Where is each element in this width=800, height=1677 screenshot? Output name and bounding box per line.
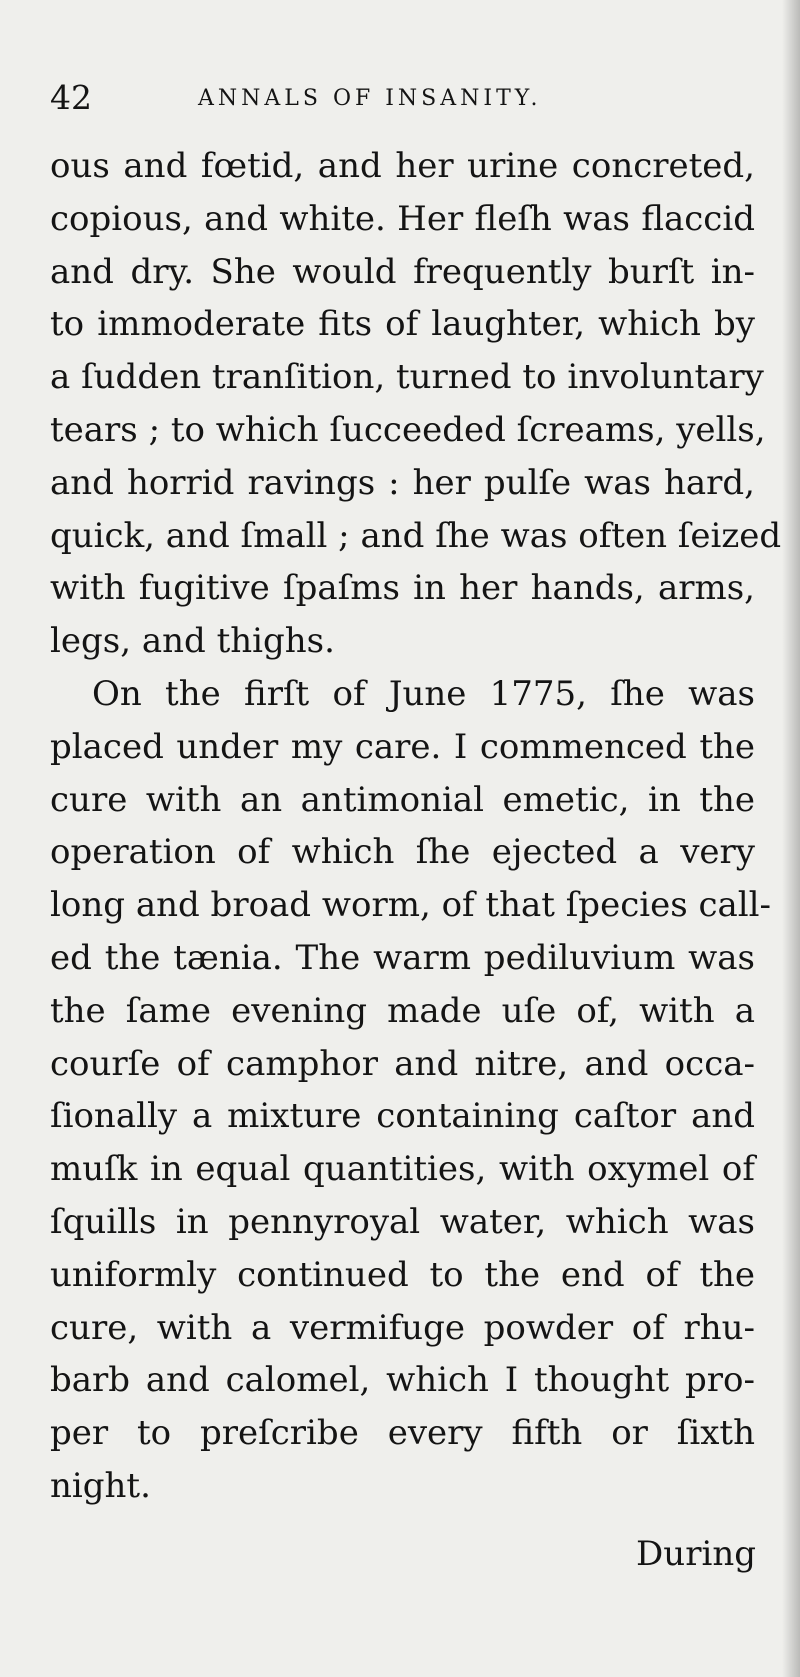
body-text: [50, 140, 782, 1513]
text-line: long and broad worm, of that ſpecies call-: [50, 885, 772, 926]
text-line: ous and fœtid, and her urine concreted,: [50, 146, 755, 186]
text-line: with fugitive ſpaſms in her hands, arms,: [50, 568, 755, 609]
text-line: courſe of camphor and nitre, and occa-: [50, 1043, 755, 1084]
text-line: the ſame evening made uſe of, with a: [50, 990, 755, 1031]
paragraph-1: [50, 140, 782, 668]
text-line: placed under my care. I commenced the: [50, 726, 755, 767]
text-line: a ſudden tranſition, turned to involuntary: [50, 357, 764, 398]
text-line: cure with an antimonial emetic, in the: [50, 779, 755, 820]
running-head: [50, 78, 760, 118]
text-line: operation of which ſhe ejected a very: [50, 832, 755, 873]
text-line: barb and calomel, which I thought pro-: [50, 1360, 755, 1401]
text-line: uniformly continued to the end of the: [50, 1254, 755, 1295]
page-number: 42: [50, 78, 92, 117]
text-line: cure, with a vermifuge powder of rhu-: [50, 1307, 755, 1348]
text-line: quick, and ſmall ; and ſhe was often ſeized: [50, 515, 782, 556]
text-line: On the firſt of June 1775, ſhe was: [92, 673, 755, 714]
text-line: ſionally a mixture containing caſtor and: [50, 1096, 755, 1137]
catchword: During: [636, 1534, 756, 1574]
text-line: to immoderate fits of laughter, which by: [50, 304, 755, 345]
text-line: copious, and white. Her fleſh was flaccid: [50, 198, 755, 239]
text-line: ſquills in pennyroyal water, which was: [50, 1201, 755, 1242]
text-line: legs, and thighs.: [50, 621, 335, 662]
text-line: tears ; to which ſucceeded ſcreams, yells,: [50, 409, 766, 450]
text-line: and dry. She would frequently burſt in-: [50, 251, 755, 292]
text-line: ed the tænia. The warm pediluvium was: [50, 937, 755, 978]
text-line: muſk in equal quantities, with oxymel of: [50, 1149, 755, 1190]
running-title: ANNALS OF INSANITY.: [198, 86, 542, 111]
paragraph-2: [50, 668, 772, 1513]
text-line: per to preſcribe every fifth or ſixth: [50, 1413, 755, 1454]
text-line: night.: [50, 1465, 151, 1506]
text-line: and horrid ravings : her pulſe was hard,: [50, 462, 755, 503]
